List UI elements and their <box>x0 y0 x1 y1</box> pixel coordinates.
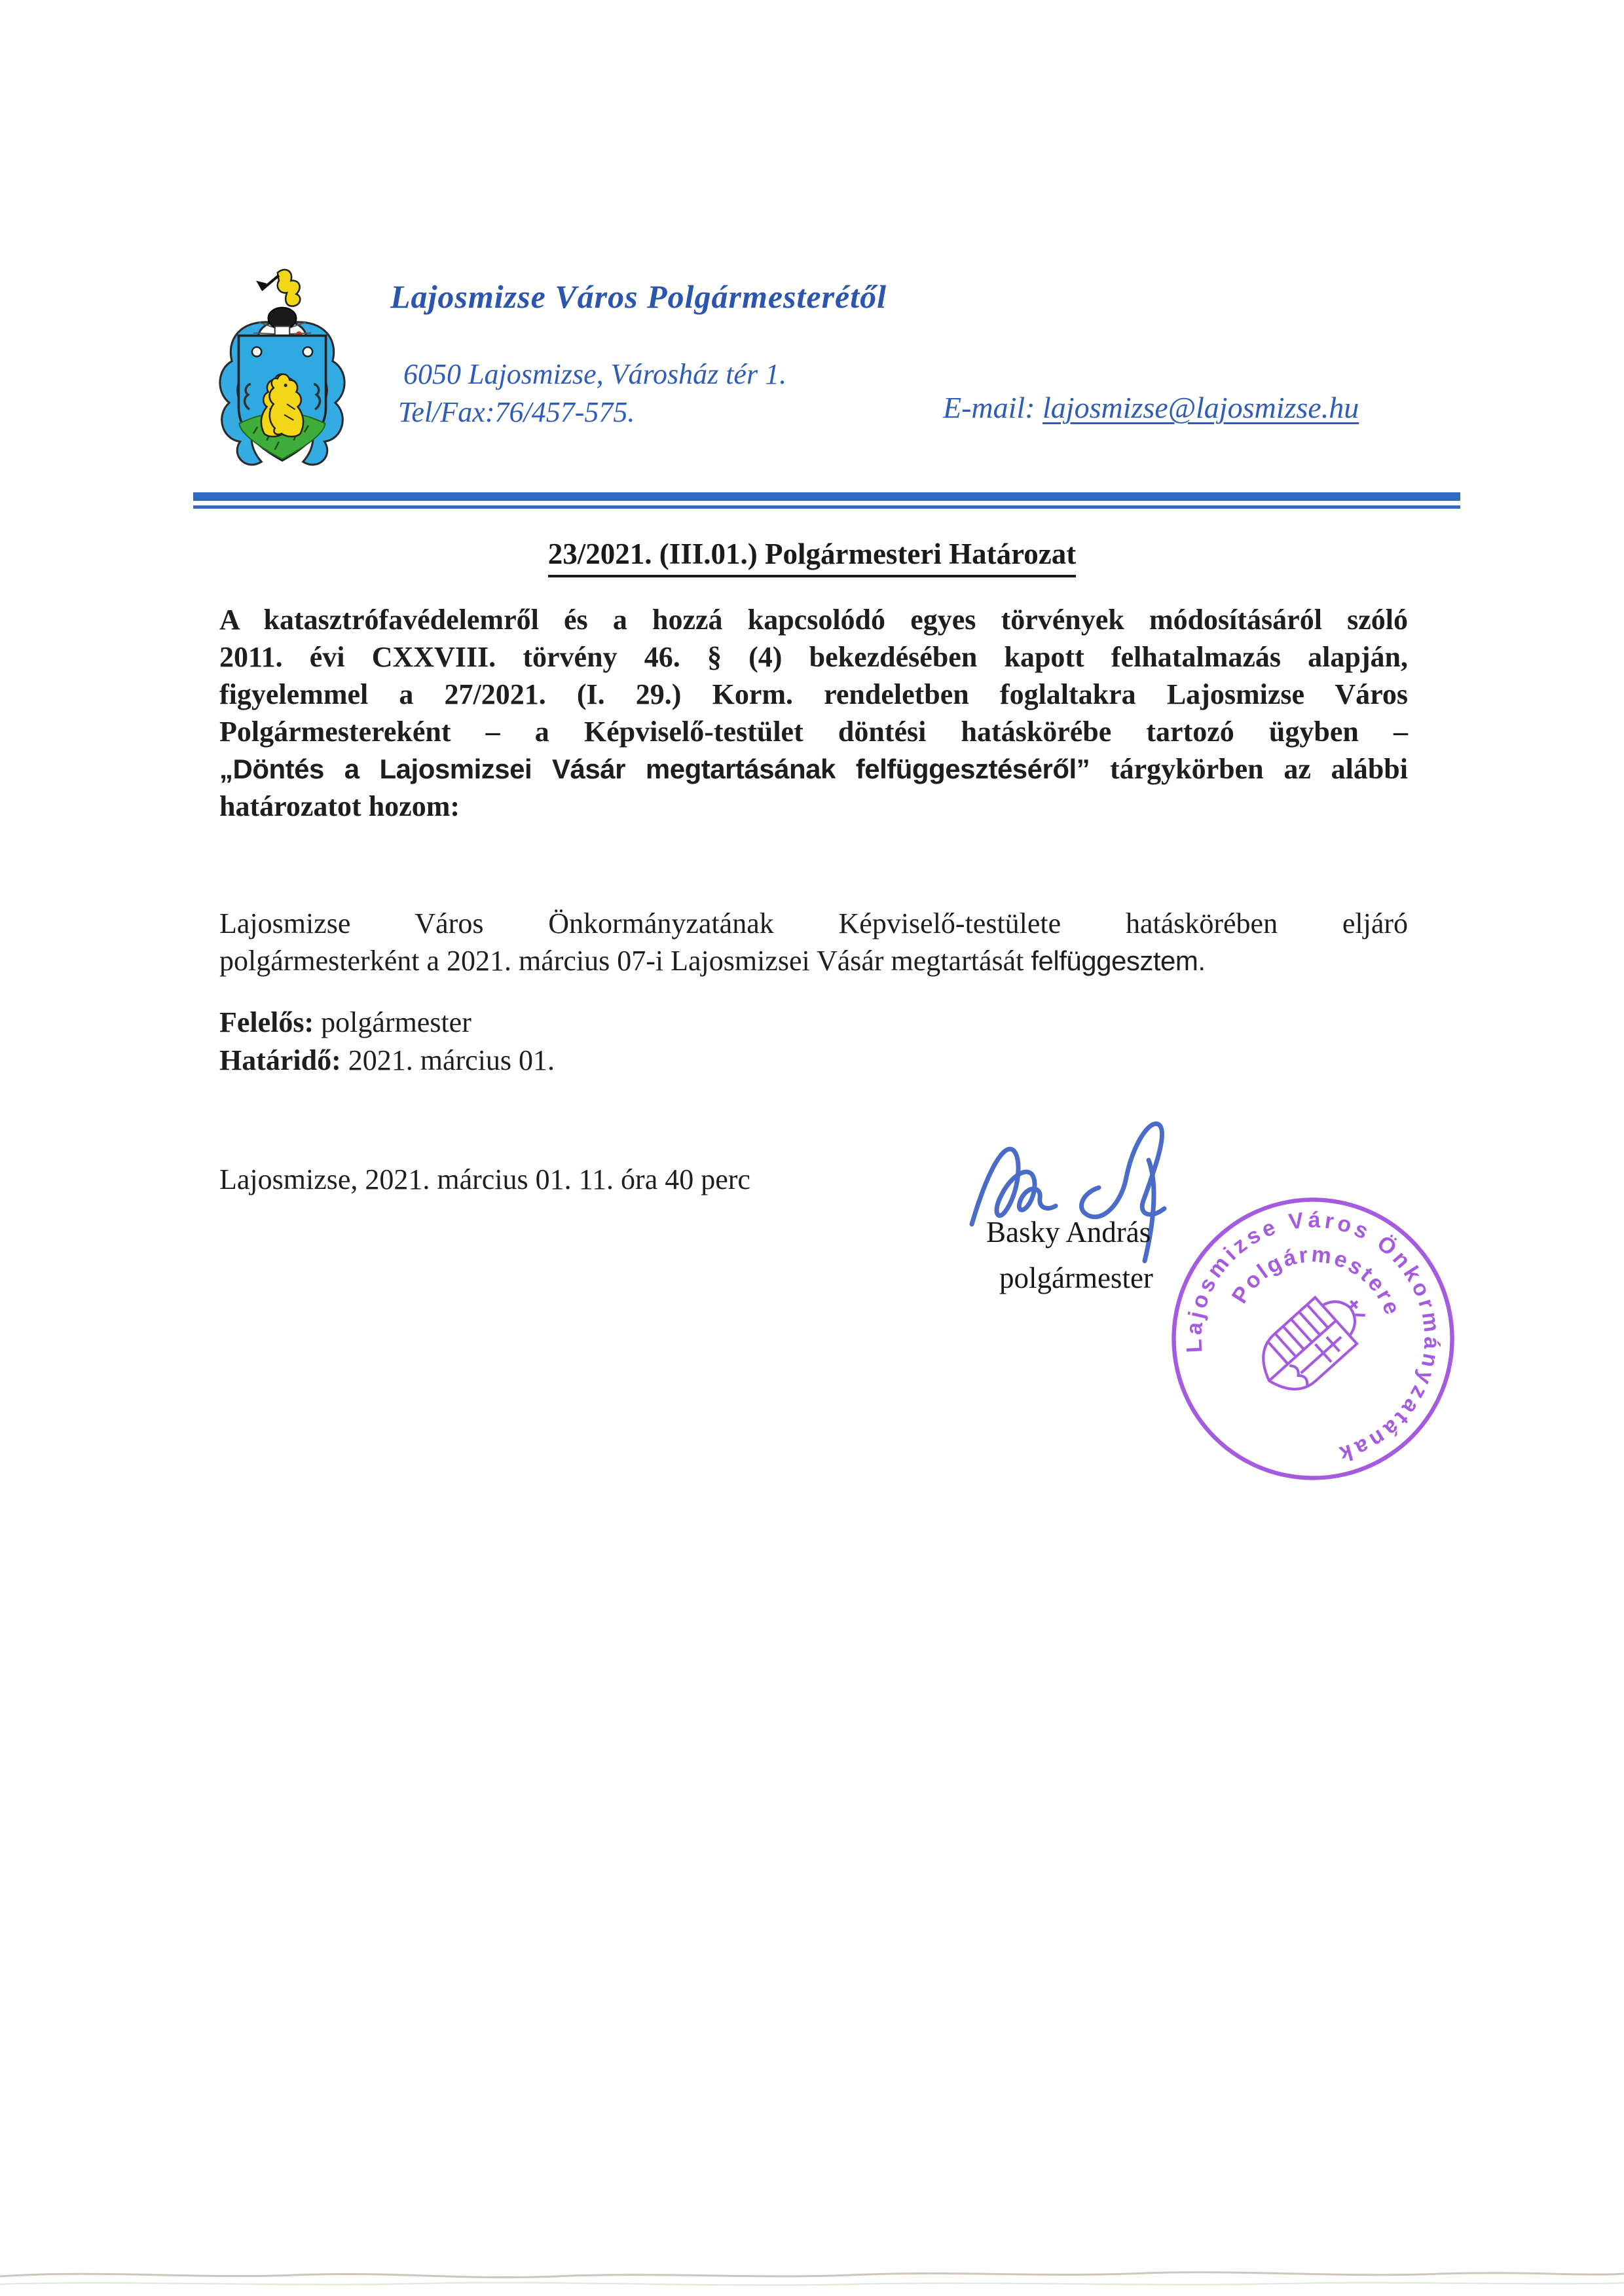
paragraph-line <box>219 750 1408 788</box>
header-email-line <box>943 390 1359 425</box>
document-title: 23/2021. (III.01.) Polgármesteri Határozat <box>0 537 1624 571</box>
paragraph-line: határozatot hozom: <box>219 790 460 822</box>
paragraph-line: figyelemmel a 27/2021. (I. 29.) Korm. rendeletben foglaltakra Lajosmizse Város <box>219 678 1408 710</box>
paragraph-line: 2011. évi CXXVIII. törvény 46. § (4) bekezdésében kapott felhatalmazás alapján, <box>219 641 1408 673</box>
header-divider <box>193 492 1460 509</box>
header-address: 6050 Lajosmizse, Városház tér 1. <box>403 358 787 390</box>
emphasized-verb: felfüggesztem. <box>1031 945 1206 976</box>
paragraph-text: tárgykörben az alábbi <box>1109 753 1408 785</box>
divider-thick-rule <box>193 492 1460 501</box>
paragraph-line: Lajosmizse Város Önkormányzatának Képviselő-testülete hatáskörében eljáró <box>219 907 1408 939</box>
responsible-label: Felelős: <box>219 1006 314 1038</box>
responsible-value: polgármester <box>321 1006 471 1038</box>
shield-dot-left <box>252 347 261 356</box>
decision-paragraph-1 <box>219 601 1408 825</box>
stamp-coat-of-arms <box>1248 1278 1378 1404</box>
divider-thin-rule <box>193 505 1460 509</box>
stamp-outer-ring <box>1163 1189 1463 1489</box>
town-coat-of-arms <box>191 261 373 482</box>
email-label: E-mail: <box>943 391 1035 424</box>
official-round-stamp <box>1163 1189 1463 1489</box>
deadline-line <box>219 1044 555 1077</box>
email-address-link: lajosmizse@lajosmizse.hu <box>1043 391 1359 424</box>
paragraph-line: Polgármestereként – a Képviselő-testület döntési hatáskörébe tartozó ügyben – <box>219 716 1408 748</box>
quoted-subject: „Döntés a Lajosmizsei Vásár megtartásának felfüggesztéséről” <box>219 754 1090 784</box>
deadline-label: Határidő: <box>219 1044 341 1076</box>
header-organization: Lajosmizse Város Polgármesterétől <box>390 278 887 315</box>
stamp-inner-label: Polgármestere <box>1227 1241 1406 1321</box>
place-and-date-line: Lajosmizse, 2021. március 01. 11. óra 40 perc <box>219 1163 750 1195</box>
signer-role: polgármester <box>999 1262 1153 1294</box>
decision-paragraph-2 <box>219 905 1408 979</box>
header-phone: Tel/Fax:76/457-575. <box>398 396 635 428</box>
deadline-value: 2021. március 01. <box>348 1044 555 1076</box>
paragraph-line: A katasztrófavédelemről és a hozzá kapcsolódó egyes törvények módosításáról szóló <box>219 604 1408 636</box>
paragraph-line <box>219 942 1408 979</box>
signer-name: Basky András <box>986 1216 1151 1248</box>
stamp-ring-label: Lajosmizse Város Önkormányzatának <box>1181 1207 1445 1468</box>
scan-paper-edge <box>0 2255 1624 2295</box>
shield-dot-right <box>303 347 312 356</box>
paragraph-text: polgármesterként a 2021. március 07-i Lajosmizsei Vásár megtartását <box>219 945 1024 977</box>
responsible-line <box>219 1006 471 1039</box>
